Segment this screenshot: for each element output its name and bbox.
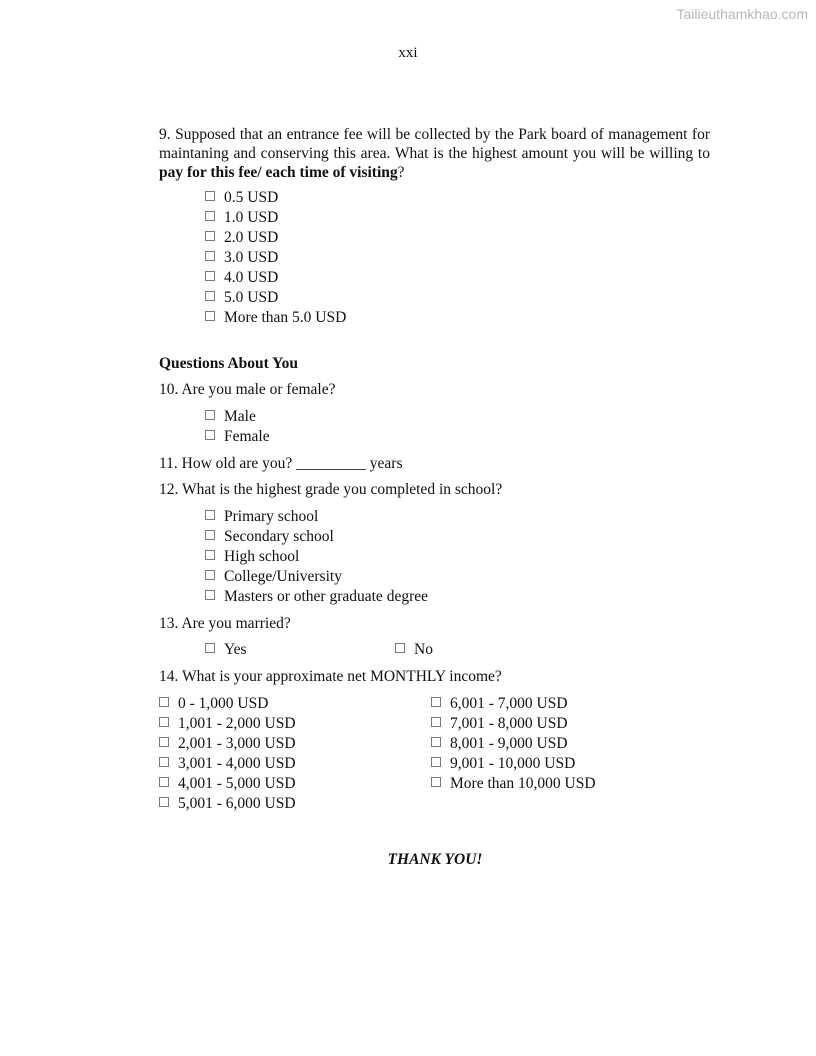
watermark: Tailieuthamkhao.com [676,6,808,22]
gender-options [205,407,270,447]
checkbox-icon[interactable] [205,311,215,321]
fee-option[interactable]: 3.0 USD [205,248,346,268]
page-number: xxi [398,45,418,61]
checkbox-icon[interactable] [431,777,441,787]
income-option[interactable]: 4,001 - 5,000 USD [159,774,296,794]
checkbox-icon[interactable] [205,570,215,580]
fee-option[interactable]: 0.5 USD [205,188,346,208]
income-option[interactable]: 2,001 - 3,000 USD [159,734,296,754]
checkbox-icon[interactable] [395,643,405,653]
fee-options [205,188,346,328]
closing-text: THANK YOU! [387,851,483,868]
checkbox-icon[interactable] [205,510,215,520]
income-options-left [159,694,296,814]
question-10: 10. Are you male or female? [159,381,336,398]
checkbox-icon[interactable] [205,530,215,540]
checkbox-icon[interactable] [159,797,169,807]
education-option[interactable]: College/University [205,567,428,587]
checkbox-icon[interactable] [205,271,215,281]
checkbox-icon[interactable] [205,430,215,440]
education-option[interactable]: Masters or other graduate degree [205,587,428,607]
checkbox-icon[interactable] [205,550,215,560]
section-heading: Questions About You [159,355,298,372]
question-9-text: 9. Supposed that an entrance fee will be collected by the Park board of management for maintaning and conserving this area. What is the highest amount you will be willing to [159,126,710,162]
income-option[interactable]: 8,001 - 9,000 USD [431,734,596,754]
checkbox-icon[interactable] [205,410,215,420]
education-options [205,507,428,607]
income-option[interactable]: 5,001 - 6,000 USD [159,794,296,814]
checkbox-icon[interactable] [205,291,215,301]
married-yes-option[interactable]: Yes [205,641,247,659]
checkbox-icon[interactable] [159,697,169,707]
question-9-end: ? [397,164,405,181]
education-option[interactable]: High school [205,547,428,567]
checkbox-icon[interactable] [431,737,441,747]
question-9-emphasis: pay for this fee/ each time of visiting [159,164,398,181]
education-option[interactable]: Secondary school [205,527,428,547]
income-options-right [431,694,596,794]
checkbox-icon[interactable] [205,231,215,241]
income-option[interactable]: 6,001 - 7,000 USD [431,694,596,714]
checkbox-icon[interactable] [431,717,441,727]
fee-option[interactable]: More than 5.0 USD [205,308,346,328]
married-no-option[interactable]: No [395,641,433,659]
question-9 [159,125,710,182]
fee-option[interactable]: 2.0 USD [205,228,346,248]
education-option[interactable]: Primary school [205,507,428,527]
fee-option[interactable]: 4.0 USD [205,268,346,288]
fee-option[interactable]: 5.0 USD [205,288,346,308]
income-option[interactable]: 3,001 - 4,000 USD [159,754,296,774]
question-12: 12. What is the highest grade you completed in school? [159,481,503,498]
income-option[interactable]: 0 - 1,000 USD [159,694,296,714]
checkbox-icon[interactable] [159,737,169,747]
gender-option[interactable]: Female [205,427,270,447]
checkbox-icon[interactable] [205,191,215,201]
checkbox-icon[interactable] [159,757,169,767]
checkbox-icon[interactable] [205,590,215,600]
checkbox-icon[interactable] [431,697,441,707]
income-option[interactable]: 1,001 - 2,000 USD [159,714,296,734]
question-11: 11. How old are you? _________ years [159,455,403,472]
income-option[interactable]: 7,001 - 8,000 USD [431,714,596,734]
income-option[interactable]: More than 10,000 USD [431,774,596,794]
checkbox-icon[interactable] [205,211,215,221]
question-14: 14. What is your approximate net MONTHLY income? [159,668,502,685]
checkbox-icon[interactable] [205,251,215,261]
fee-option[interactable]: 1.0 USD [205,208,346,228]
question-13: 13. Are you married? [159,615,291,632]
income-option[interactable]: 9,001 - 10,000 USD [431,754,596,774]
gender-option[interactable]: Male [205,407,270,427]
checkbox-icon[interactable] [205,643,215,653]
checkbox-icon[interactable] [159,777,169,787]
checkbox-icon[interactable] [159,717,169,727]
checkbox-icon[interactable] [431,757,441,767]
